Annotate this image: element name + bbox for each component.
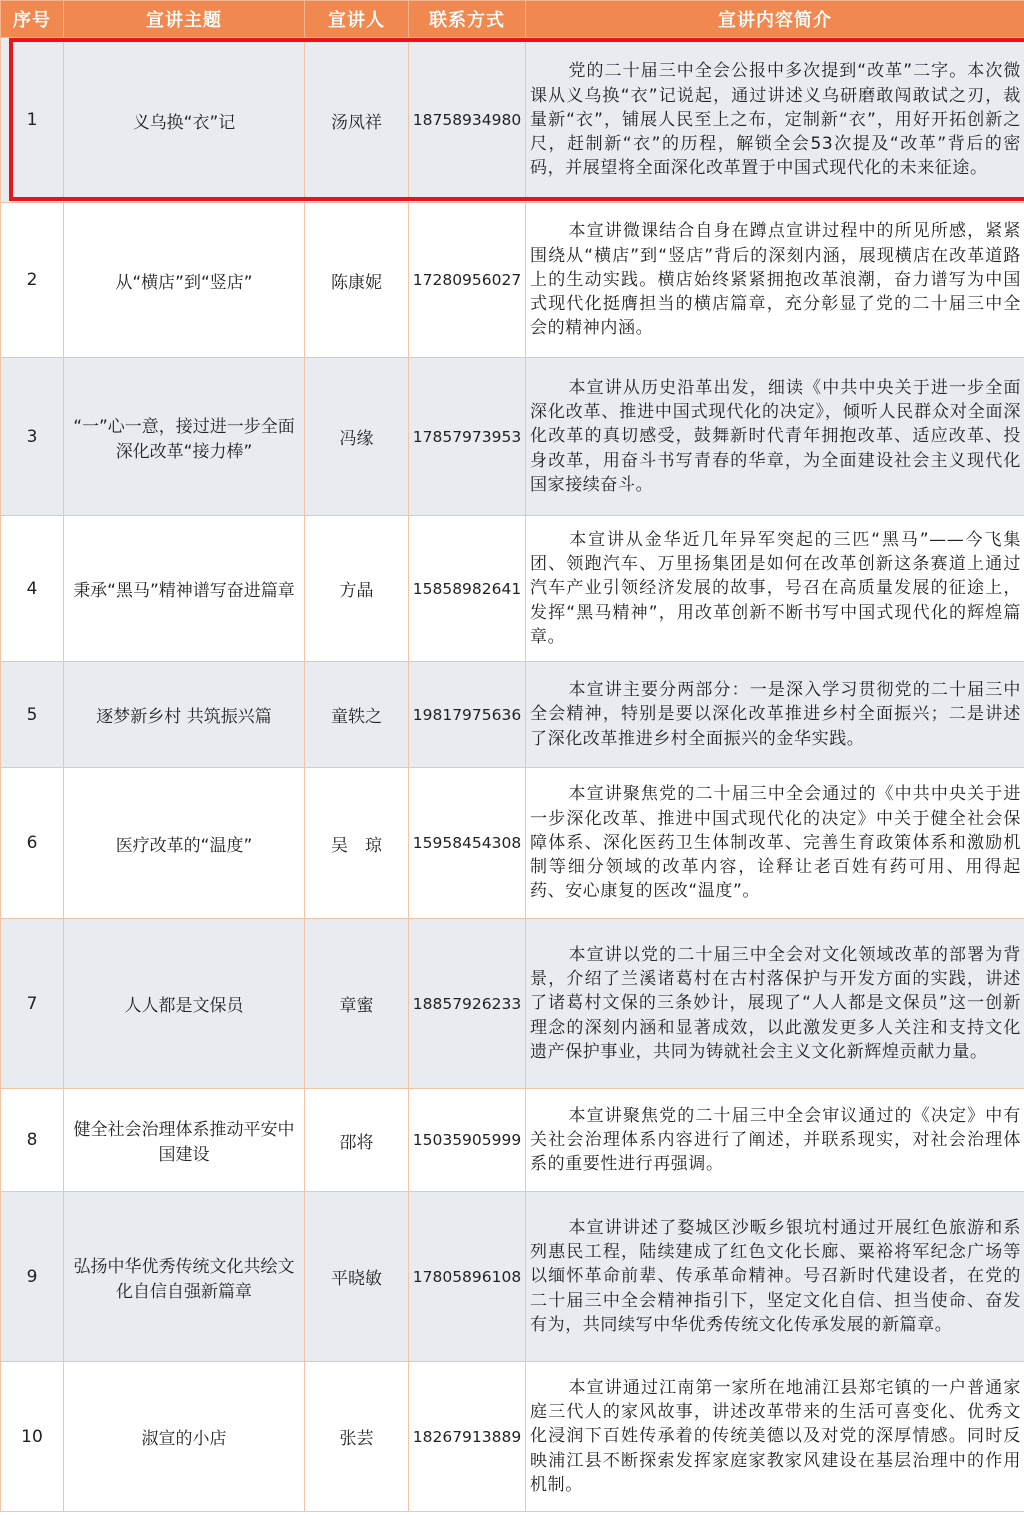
- row-summary-text: 本宣讲聚焦党的二十届三中全会审议通过的《决定》中有关社会治理体系内容进行了阐述，并联系现实，对社会治理体系的重要性进行再强调。: [530, 1105, 1021, 1175]
- table-row: [1, 662, 1024, 768]
- table-row: [1, 516, 1024, 662]
- row-summary-text: 本宣讲以党的二十届三中全会对文化领域改革的部署为背景，介绍了兰溪诸葛村在古村落保护与开发方面的实践，讲述了诸葛村文保的三条妙计，展现了“人人都是文保员”这一创新理念的深刻内涵和显著成效，以此激发更多人关注和支持文化遗产保护事业，共同为铸就社会主义文化新辉煌贡献力量。: [530, 944, 1021, 1062]
- row-index: 5: [1, 662, 64, 768]
- row-topic: “一”心一意，接过进一步全面深化改革“接力棒”: [64, 358, 305, 516]
- header-topic: 宣讲主题: [64, 1, 305, 38]
- row-index: 10: [1, 1362, 64, 1512]
- table-row: [1, 1362, 1024, 1512]
- row-summary: [526, 203, 1024, 358]
- row-summary-text: 本宣讲讲述了婺城区沙畈乡银坑村通过开展红色旅游和系列惠民工程，陆续建成了红色文化长廊、粟裕将军纪念广场等以缅怀革命前辈、传承革命精神。号召新时代建设者，在党的二十届三中全会精神指引下，坚定文化自信、担当使命、奋发有为，共同续写中华优秀传统文化传承发展的新篇章。: [530, 1217, 1021, 1335]
- row-speaker: 童轶之: [305, 662, 409, 768]
- table-row: [1, 1089, 1024, 1192]
- row-summary: [526, 919, 1024, 1089]
- table-header-row: [1, 1, 1024, 38]
- row-contact: 15958454308: [409, 768, 526, 919]
- row-contact: 15035905999: [409, 1089, 526, 1192]
- row-speaker: 冯缘: [305, 358, 409, 516]
- row-summary: [526, 662, 1024, 768]
- row-index: 6: [1, 768, 64, 919]
- row-summary-text: 本宣讲从历史沿革出发，细读《中共中央关于进一步全面深化改革、推进中国式现代化的决定》，倾听人民群众对全面深化改革的真切感受，鼓舞新时代青年拥抱改革、适应改革、投身改革，用奋斗书写青春的华章，为全面建设社会主义现代化国家接续奋斗。: [530, 377, 1021, 495]
- row-topic: 逐梦新乡村 共筑振兴篇: [64, 662, 305, 768]
- row-summary: [526, 358, 1024, 516]
- row-contact: 17280956027: [409, 203, 526, 358]
- row-summary: [526, 1192, 1024, 1362]
- row-topic: 义乌换“衣”记: [64, 38, 305, 203]
- row-summary: [526, 1089, 1024, 1192]
- row-summary-text: 本宣讲从金华近几年异军突起的三匹“黑马”——今飞集团、领跑汽车、万里扬集团是如何在改革创新这条赛道上通过汽车产业引领经济发展的故事，号召在高质量发展的征途上，发挥“黑马精神”，用改革创新不断书写中国式现代化的辉煌篇章。: [530, 529, 1021, 647]
- table-row: [1, 38, 1024, 203]
- header-speaker: 宣讲人: [305, 1, 409, 38]
- row-speaker: 方晶: [305, 516, 409, 662]
- row-contact: 18857926233: [409, 919, 526, 1089]
- row-index: 2: [1, 203, 64, 358]
- row-topic: 人人都是文保员: [64, 919, 305, 1089]
- row-summary-text: 党的二十届三中全会公报中多次提到“改革”二字。本次微课从义乌换“衣”记说起，通过讲述义乌研磨敢闯敢试之刃，裁量新“衣”，铺展人民至上之布，定制新“衣”，用好开拓创新之尺，赶制新“衣”的历程，解锁全会53次提及“改革”背后的密码，并展望将全面深化改革置于中国式现代化的未来征途。: [530, 61, 1021, 179]
- row-speaker: 张芸: [305, 1362, 409, 1512]
- row-speaker: 陈康妮: [305, 203, 409, 358]
- row-index: 3: [1, 358, 64, 516]
- row-speaker: 章蜜: [305, 919, 409, 1089]
- table-row: [1, 768, 1024, 919]
- table-row: [1, 1192, 1024, 1362]
- row-topic: 淑宣的小店: [64, 1362, 305, 1512]
- row-summary-text: 本宣讲通过江南第一家所在地浦江县郑宅镇的一户普通家庭三代人的家风故事，讲述改革带来的生活可喜变化、优秀文化浸润下百姓传承着的传统美德以及对党的深厚情感。同时反映浦江县不断探索发挥家庭家教家风建设在基层治理中的作用机制。: [530, 1377, 1021, 1495]
- row-topic: 弘扬中华优秀传统文化共绘文化自信自强新篇章: [64, 1192, 305, 1362]
- row-summary: [526, 1362, 1024, 1512]
- row-index: 9: [1, 1192, 64, 1362]
- row-contact: 18267913889: [409, 1362, 526, 1512]
- table-row: [1, 919, 1024, 1089]
- row-summary: [526, 38, 1024, 203]
- row-speaker: 邵将: [305, 1089, 409, 1192]
- row-summary: [526, 516, 1024, 662]
- row-topic: 从“横店”到“竖店”: [64, 203, 305, 358]
- table-row: [1, 203, 1024, 358]
- row-speaker: 汤凤祥: [305, 38, 409, 203]
- row-contact: 17805896108: [409, 1192, 526, 1362]
- row-summary: [526, 768, 1024, 919]
- header-summary: 宣讲内容简介: [526, 1, 1024, 38]
- row-contact: 19817975636: [409, 662, 526, 768]
- row-topic: 医疗改革的“温度”: [64, 768, 305, 919]
- row-index: 7: [1, 919, 64, 1089]
- table-row: [1, 358, 1024, 516]
- row-contact: 18758934980: [409, 38, 526, 203]
- row-index: 4: [1, 516, 64, 662]
- row-speaker: 平晓敏: [305, 1192, 409, 1362]
- row-index: 1: [1, 38, 64, 203]
- row-topic: 秉承“黑马”精神谱写奋进篇章: [64, 516, 305, 662]
- row-index: 8: [1, 1089, 64, 1192]
- row-summary-text: 本宣讲主要分两部分：一是深入学习贯彻党的二十届三中全会精神，特别是要以深化改革推进乡村全面振兴；二是讲述了深化改革推进乡村全面振兴的金华实践。: [530, 680, 1021, 749]
- header-index: 序号: [1, 1, 64, 38]
- row-topic: 健全社会治理体系推动平安中国建设: [64, 1089, 305, 1192]
- row-summary-text: 本宣讲聚焦党的二十届三中全会通过的《中共中央关于进一步深化改革、推进中国式现代化的决定》中关于健全社会保障体系、深化医药卫生体制改革、完善生育政策体系和激励机制等细分领域的改革内容，诠释让老百姓有药可用、用得起药、安心康复的医改“温度”。: [530, 784, 1021, 902]
- row-summary-text: 本宣讲微课结合自身在蹲点宣讲过程中的所见所感，紧紧围绕从“横店”到“竖店”背后的深刻内涵，展现横店在改革道路上的生动实践。横店始终紧紧拥抱改革浪潮，奋力谱写为中国式现代化挺膺担当的横店篇章，充分彰显了党的二十届三中全会的精神内涵。: [530, 221, 1021, 339]
- row-speaker: 吴 琼: [305, 768, 409, 919]
- row-contact: 15858982641: [409, 516, 526, 662]
- header-contact: 联系方式: [409, 1, 526, 38]
- row-contact: 17857973953: [409, 358, 526, 516]
